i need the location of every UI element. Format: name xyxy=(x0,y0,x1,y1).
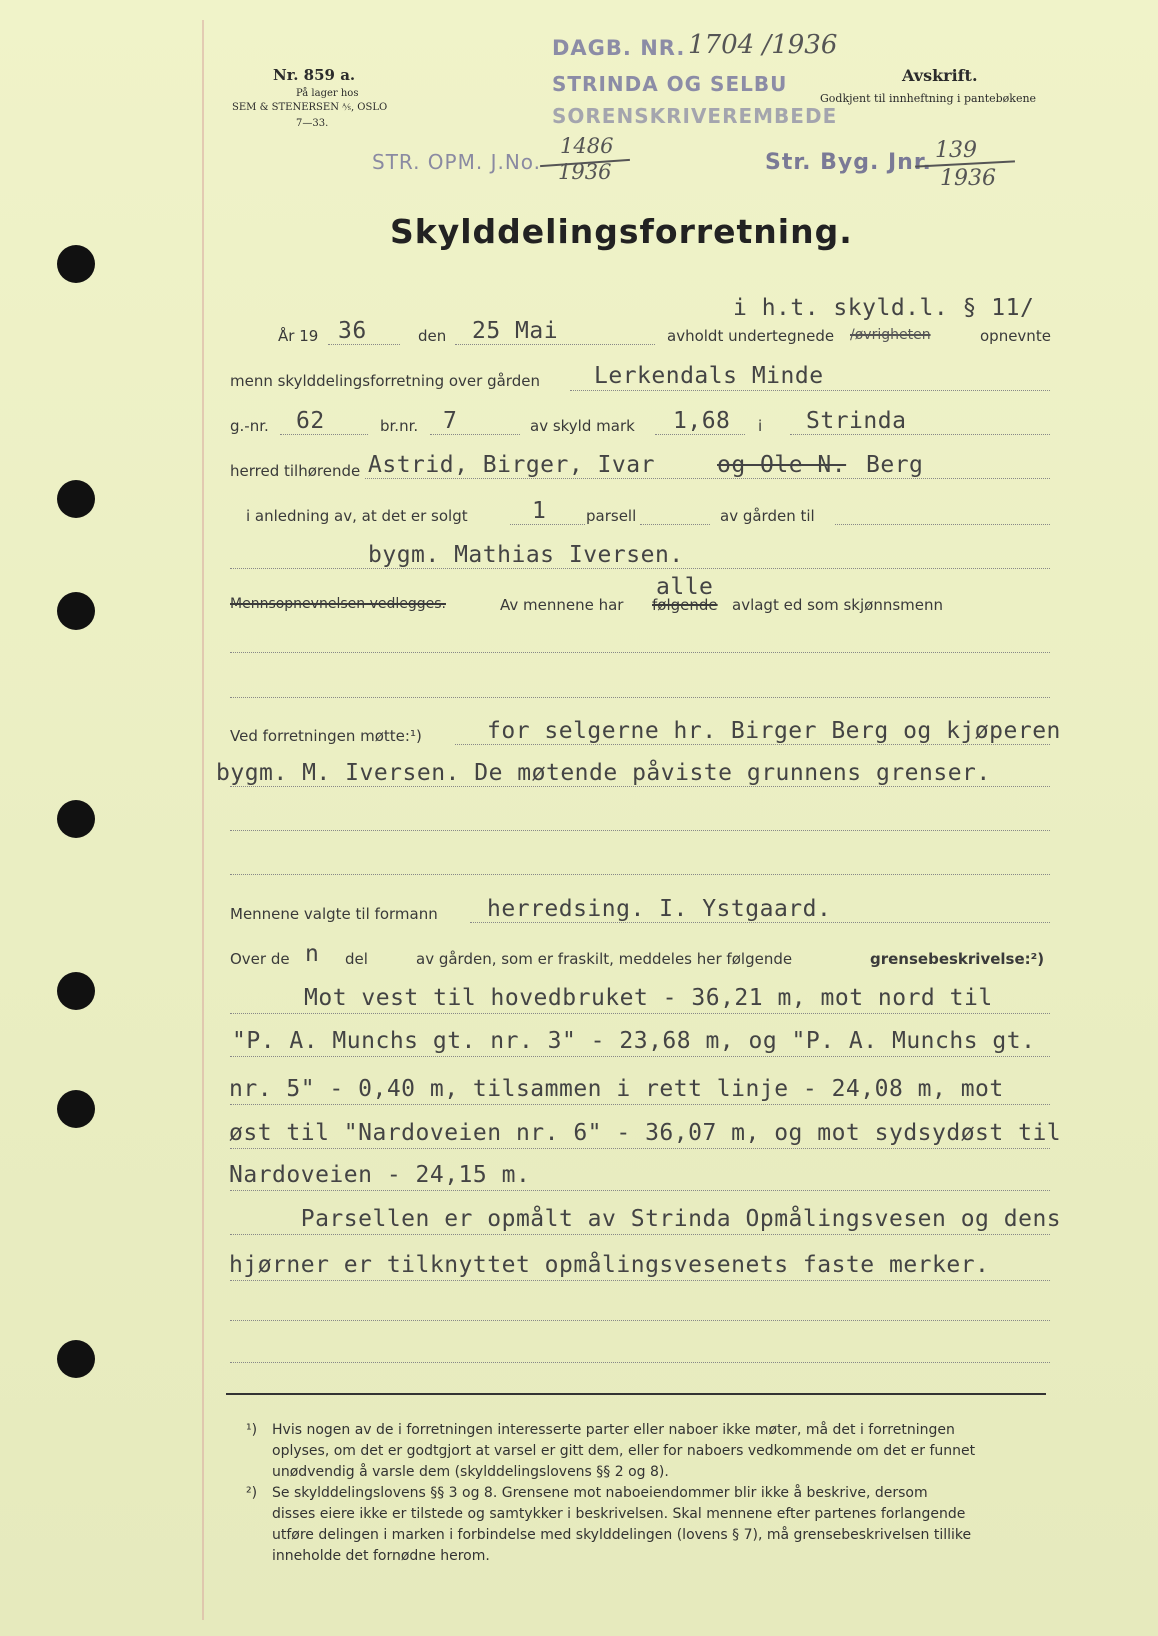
fill-line xyxy=(230,568,1050,569)
footnote-1-line: oplyses, om det er godtgjort at varsel er gitt dem, eller for naboers vedkommende om det er funnet xyxy=(272,1443,976,1459)
document-title: Skylddelingsforretning. xyxy=(390,212,853,251)
i-label: i xyxy=(758,417,763,435)
punch-hole xyxy=(57,245,95,283)
str-byg-number: 139 xyxy=(935,138,977,163)
punch-hole xyxy=(57,1090,95,1128)
fill-line xyxy=(835,524,1050,525)
fill-line xyxy=(230,1148,1050,1149)
footnote-2-line: utføre delingen i marken i forbindelse med skylddelingen (lovens § 7), må grensebeskrivelsen tillike xyxy=(272,1527,972,1543)
anledning-label: i anledning av, at det er solgt xyxy=(246,507,468,525)
fill-line xyxy=(570,390,1050,391)
herred-label: herred tilhørende xyxy=(230,462,361,480)
fill-line xyxy=(655,434,745,435)
fill-line xyxy=(510,524,585,525)
stamp-dagb-handwritten: 1704 /1936 xyxy=(688,30,838,60)
grense-line: hjørner er tilknyttet opmålingsvesenets faste merker. xyxy=(229,1252,990,1278)
stamp-dagb-label: DAGB. NR. xyxy=(552,36,686,60)
stamp-sorenskriverembede: SORENSKRIVEREMBEDE xyxy=(552,104,838,128)
grense-label: grensebeskrivelse:²) xyxy=(870,950,1045,968)
fill-line xyxy=(430,434,520,435)
parsell-label: parsell xyxy=(586,507,637,525)
del-label: del xyxy=(345,950,368,968)
punch-hole xyxy=(57,592,95,630)
gnr-label: g.-nr. xyxy=(230,417,269,435)
fill-line xyxy=(470,922,1050,923)
grense-line: øst til "Nardoveien nr. 6" - 36,07 m, og mot sydsydøst til xyxy=(229,1120,1062,1146)
fill-line xyxy=(230,697,1050,698)
av-garden-label: av gården til xyxy=(720,507,815,525)
str-byg-label: Str. Byg. Jnr. xyxy=(765,150,932,175)
owners-value: Astrid, Birger, Ivar xyxy=(368,452,655,478)
formann-value: herredsing. I. Ystgaard. xyxy=(487,896,832,922)
publisher-line-3: 7—33. xyxy=(296,118,329,129)
over-label: Over de xyxy=(230,950,290,968)
fill-line xyxy=(230,1280,1050,1281)
grense-line: Mot vest til hovedbruket - 36,21 m, mot nord til xyxy=(304,985,993,1011)
avskrift-label: Avskrift. xyxy=(902,66,978,85)
skyld-label: av skyld mark xyxy=(530,417,635,435)
footnote-1-line: unødvendig å varsle dem (skylddelingslovens §§ 2 og 8). xyxy=(272,1464,669,1480)
footnote-separator xyxy=(226,1393,1046,1395)
av-mennene-label: Av mennene har xyxy=(500,596,624,614)
punch-hole xyxy=(57,972,95,1010)
owners-last: Berg xyxy=(866,452,924,478)
punch-hole xyxy=(57,480,95,518)
fill-line xyxy=(328,344,400,345)
str-opm-year: 1936 xyxy=(558,160,612,184)
den-label: den xyxy=(418,327,447,345)
legal-reference: i h.t. skyld.l. § 11/ xyxy=(733,295,1035,321)
fill-line xyxy=(230,1104,1050,1105)
grense-line: "P. A. Munchs gt. nr. 3" - 23,68 m, og "P. A. Munchs gt. xyxy=(232,1028,1036,1054)
den-value: 25 Mai xyxy=(472,318,559,344)
fill-line xyxy=(230,786,1050,787)
punch-hole xyxy=(57,800,95,838)
footnote-2-line: inneholde det fornødne herom. xyxy=(272,1548,490,1564)
fill-line xyxy=(230,830,1050,831)
str-byg-year: 1936 xyxy=(940,166,996,191)
skyld-value: 1,68 xyxy=(673,408,731,434)
fill-line xyxy=(230,1190,1050,1191)
fill-line xyxy=(640,524,710,525)
owners-struck: og Ole N. xyxy=(717,452,847,478)
fill-line xyxy=(230,874,1050,875)
ar-value: 36 xyxy=(338,318,367,344)
gnr-value: 62 xyxy=(296,408,325,434)
avholdt-label: avholdt undertegnede xyxy=(667,327,835,345)
parsell-count: 1 xyxy=(532,498,547,524)
brnr-value: 7 xyxy=(443,408,458,434)
fill-line xyxy=(790,434,1050,435)
fraskilt-label: av gården, som er fraskilt, meddeles her følgende xyxy=(416,950,793,968)
punch-hole xyxy=(57,1340,95,1378)
fill-line xyxy=(230,652,1050,653)
folgende-struck: følgende xyxy=(652,596,718,614)
fill-line xyxy=(230,1234,1050,1235)
mote-line-2: bygm. M. Iversen. De møtende påviste grunnens grenser. xyxy=(216,760,991,786)
fill-line xyxy=(365,478,1050,479)
brnr-label: br.nr. xyxy=(380,417,419,435)
herred-value: Strinda xyxy=(806,408,907,434)
avholdt-struck: /ø̶v̶r̶i̶g̶h̶e̶t̶e̶n̶ xyxy=(850,327,931,343)
menn-label: menn skylddelingsforretning over gården xyxy=(230,372,540,390)
ar-label: År 19 xyxy=(278,327,319,345)
mennsopnevnelsen-struck: Mennsopnevnelsen vedlegges. xyxy=(230,596,446,612)
footnote-1-line: Hvis nogen av de i forretningen interesserte parter eller naboer ikke møter, må det i forretningen xyxy=(272,1422,955,1438)
mote-label: Ved forretningen møtte:¹) xyxy=(230,727,422,745)
footnote-2-mark: ²) xyxy=(246,1485,258,1501)
formann-label: Mennene valgte til formann xyxy=(230,905,438,923)
grense-line: Nardoveien - 24,15 m. xyxy=(229,1162,531,1188)
fill-line xyxy=(455,744,1050,745)
avlagt-label: avlagt ed som skjønnsmenn xyxy=(732,596,944,614)
fill-line xyxy=(230,1362,1050,1363)
footnote-2-line: Se skylddelingslovens §§ 3 og 8. Grensene mot naboeiendommer blir ikke å beskrive, dersom xyxy=(272,1485,928,1501)
fill-line xyxy=(230,1056,1050,1057)
fill-line xyxy=(230,1320,1050,1321)
over-value: n xyxy=(305,941,320,967)
fill-line xyxy=(455,344,655,345)
garden-value: Lerkendals Minde xyxy=(594,363,824,389)
footnote-2-line: disses eiere ikke er tilstede og samtykker i beskrivelsen. Skal mennene efter partenes forlangende xyxy=(272,1506,966,1522)
str-opm-label: STR. OPM. J.No. xyxy=(372,150,542,174)
margin-line xyxy=(202,20,204,1620)
publisher-line-1: På lager hos xyxy=(296,88,359,99)
alle-value: alle xyxy=(656,574,714,600)
opnevnte-label: opnevnte xyxy=(980,327,1051,345)
fill-line xyxy=(280,434,368,435)
publisher-line-2: SEM & STENERSEN ⅍, OSLO xyxy=(232,102,388,113)
footnote-1-mark: ¹) xyxy=(246,1422,258,1438)
buyer-value: bygm. Mathias Iversen. xyxy=(368,542,684,568)
godkjent-label: Godkjent til innheftning i pantebøkene xyxy=(820,92,1037,105)
grense-line: Parsellen er opmålt av Strinda Opmålingsvesen og dens xyxy=(229,1206,1062,1232)
str-opm-number: 1486 xyxy=(560,134,614,158)
fill-line xyxy=(230,1013,1050,1014)
grense-line: nr. 5" - 0,40 m, tilsammen i rett linje - 24,08 m, mot xyxy=(229,1076,1004,1102)
stamp-strinda-selbu: STRINDA OG SELBU xyxy=(552,72,788,96)
mote-line-1: for selgerne hr. Birger Berg og kjøperen xyxy=(487,718,1061,744)
form-number: Nr. 859 a. xyxy=(273,66,356,84)
